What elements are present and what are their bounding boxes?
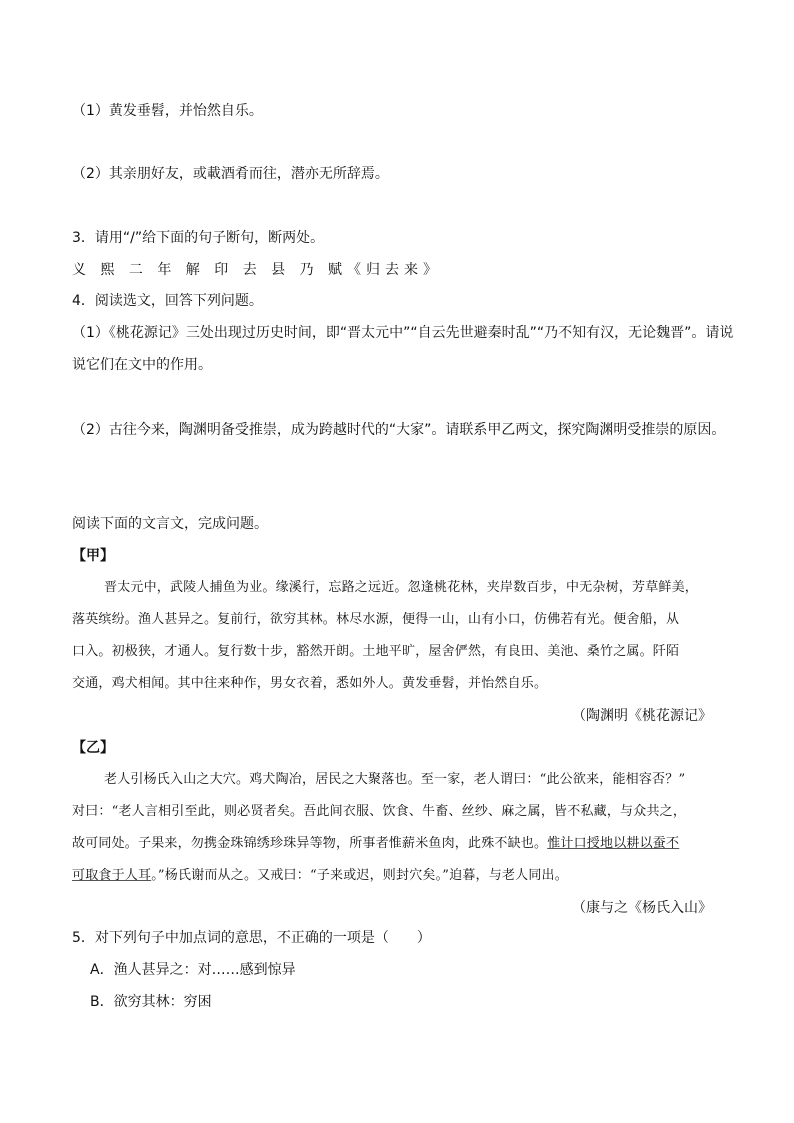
passage-yi-line: 老人引杨氏入山之大穴。鸡犬陶冶，居民之大聚落也。至一家，老人谓曰：“此公欲来，能相容否？” [104,772,686,787]
passage-jia-source: （陶渊明《桃花源记》 [572,708,712,724]
passage-yi-line-4-text: 。”杨氏谢而从之。又戒曰：“子来或迟，则封穴矣。”迫暮，与老人同出。 [151,868,568,883]
passage-yi-line-3 [72,834,679,854]
passage-yi-line-4 [72,866,568,886]
q3-prompt: 3．请用“/”给下面的句子断句，断两处。 [72,230,325,246]
passage-yi-label: 【乙】 [72,740,114,756]
passage-jia-line: 口入。初极狭，才通人。复行数十步，豁然开朗。土地平旷，屋舍俨然，有良田、美池、桑竹之属。阡陌 [72,644,680,659]
underlined-sentence: 惟计口授地以耕以蚕不 [547,836,680,851]
q4-prompt: 4．阅读选文，回答下列问题。 [72,293,263,309]
passage-jia-line: 交通，鸡犬相闻。其中往来种作，男女衣着，悉如外人。黄发垂髫，并怡然自乐。 [72,676,548,691]
passage-yi-source: （康与之《杨氏入山》 [572,900,712,916]
passage-jia-line: 晋太元中，武陵人捕鱼为业。缘溪行，忘路之远近。忽逢桃花林，夹岸数百步，中无杂树，芳草鲜美， [104,580,699,595]
q4-item-1-line-2: 说它们在文中的作用。 [72,357,212,373]
q4-item-1-line-1: （1）《桃花源记》三处出现过历史时间，即“晋太元中”“自云先世避秦时乱”“乃不知有汉，无论魏晋”。请说 [72,325,734,341]
q5-prompt: 5．对下列句子中加点词的意思，不正确的一项是（ ） [72,930,431,946]
q2-item-1: （1）黄发垂髫，并怡然自乐。 [72,103,263,119]
q5-option-a: A．渔人甚异之：对……感到惊异 [90,962,296,978]
underlined-sentence: 可取食于人耳 [72,868,152,883]
q4-item-2: （2）古往今来，陶渊明备受推崇，成为跨越时代的“大家”。请联系甲乙两文，探究陶渊明受推崇的原因。 [72,422,726,438]
passage-jia-label: 【甲】 [72,548,114,564]
passage-yi-line: 对曰：“老人言相引至此，则必贤者矣。吾此间衣服、饮食、牛畜、丝纱、麻之属，皆不私藏，与众共之， [72,804,687,819]
q5-option-b: B．欲穷其林：穷困 [90,994,212,1010]
q2-item-2: （2）其亲朋好友，或載酒肴而往，潜亦无所辞焉。 [72,166,389,182]
reading-instruction: 阅读下面的文言文，完成问题。 [72,516,268,532]
passage-yi-line-3-text: 故可同处。子果来，勿携金珠锦绣珍珠异等物，所事者惟薪米鱼肉，此殊不缺也。 [72,836,548,851]
passage-jia-line: 落英缤纷。渔人甚异之。复前行，欲穷其林。林尽水源，便得一山，山有小口，仿佛若有光。便舍船，从 [72,612,680,627]
q3-sentence: 义 熙 二 年 解 印 去 县 乃 赋《归去来》 [72,262,443,278]
